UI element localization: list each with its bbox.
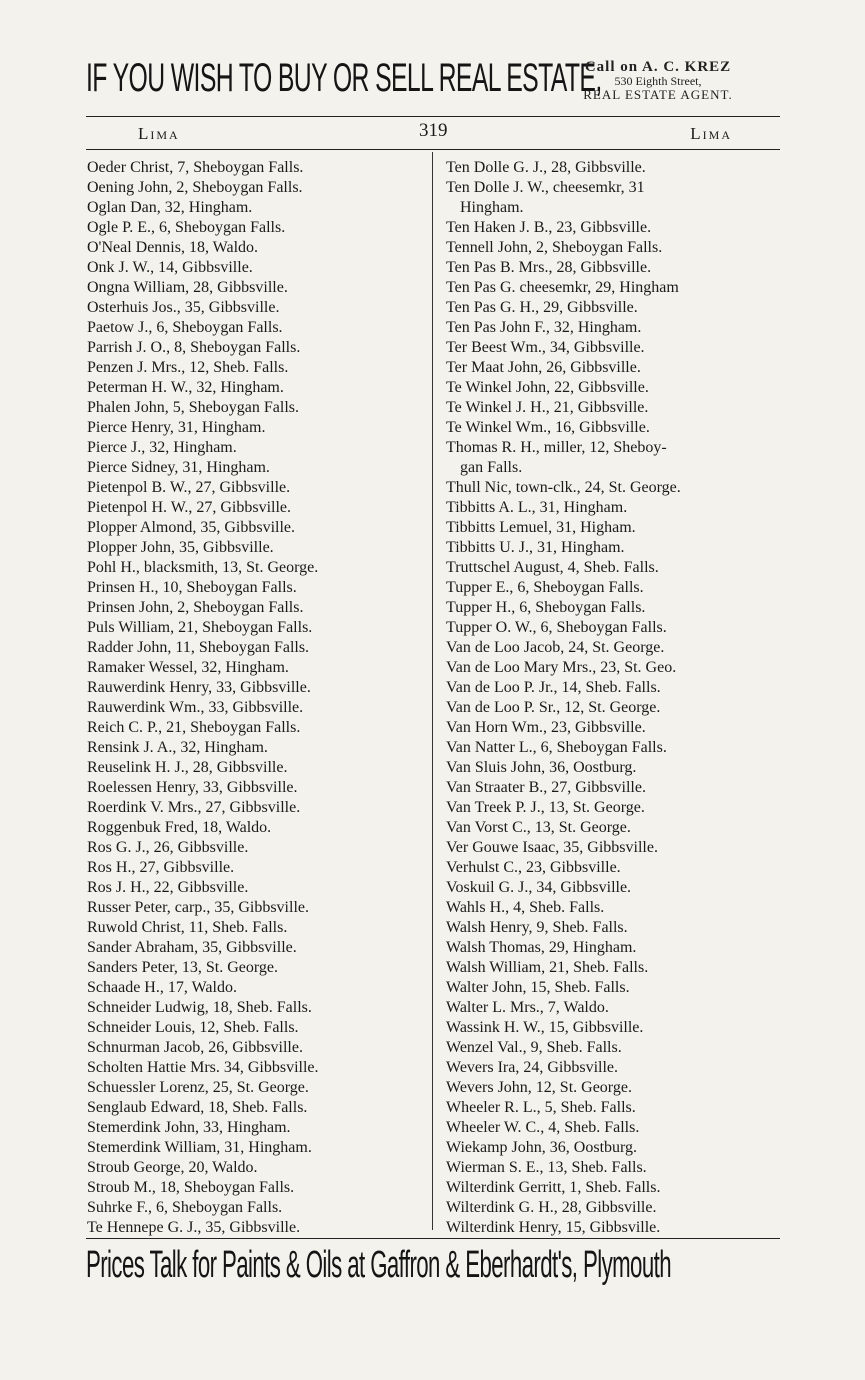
directory-entry: Ten Pas G. H., 29, Gibbsville. [446, 299, 638, 316]
directory-entry: Penzen J. Mrs., 12, Sheb. Falls. [87, 359, 289, 376]
directory-entry: Oeder Christ, 7, Sheboygan Falls. [87, 159, 304, 176]
top-rule [86, 116, 780, 117]
directory-entry: Ramaker Wessel, 32, Hingham. [87, 659, 289, 676]
directory-entry: Russer Peter, carp., 35, Gibbsville. [87, 899, 309, 916]
directory-entry: Te Winkel John, 22, Gibbsville. [446, 379, 649, 396]
directory-entry: Wenzel Val., 9, Sheb. Falls. [446, 1039, 622, 1056]
directory-entry: Tibbitts Lemuel, 31, Higham. [446, 519, 636, 536]
directory-entry: Wevers John, 12, St. George. [446, 1079, 632, 1096]
directory-entry: Stemerdink John, 33, Hingham. [87, 1119, 291, 1136]
directory-entry: Wilterdink Gerritt, 1, Sheb. Falls. [446, 1179, 661, 1196]
running-head-right: Lima [690, 124, 732, 143]
directory-entry: Ongna William, 28, Gibbsville. [87, 279, 288, 296]
directory-entry: Osterhuis Jos., 35, Gibbsville. [87, 299, 280, 316]
running-head [86, 120, 780, 146]
directory-entry: Pietenpol B. W., 27, Gibbsville. [87, 479, 291, 496]
directory-entry: Truttschel August, 4, Sheb. Falls. [446, 559, 659, 576]
directory-entry: Pierce J., 32, Hingham. [87, 439, 237, 456]
directory-entry: Pierce Henry, 31, Hingham. [87, 419, 266, 436]
directory-entry: Wheeler W. C., 4, Sheb. Falls. [446, 1119, 640, 1136]
directory-entry: Van Treek P. J., 13, St. George. [446, 799, 645, 816]
directory-entry: Walter L. Mrs., 7, Waldo. [446, 999, 609, 1016]
directory-entry: Van de Loo Mary Mrs., 23, St. Geo. [446, 659, 677, 676]
directory-entry: Schnurman Jacob, 26, Gibbsville. [87, 1039, 303, 1056]
directory-entry: Walsh William, 21, Sheb. Falls. [446, 959, 649, 976]
directory-entry: Rauwerdink Wm., 33, Gibbsville. [87, 699, 304, 716]
directory-entry: Walsh Henry, 9, Sheb. Falls. [446, 919, 628, 936]
directory-entry: Suhrke F., 6, Sheboygan Falls. [87, 1199, 283, 1216]
directory-entry: Ten Pas B. Mrs., 28, Gibbsville. [446, 259, 652, 276]
directory-entry: Plopper John, 35, Gibbsville. [87, 539, 274, 556]
directory-entry: Voskuil G. J., 34, Gibbsville. [446, 879, 632, 896]
directory-entry: Reich C. P., 21, Sheboygan Falls. [87, 719, 301, 736]
directory-entry: Ter Beest Wm., 34, Gibbsville. [446, 339, 645, 356]
directory-entry: Wheeler R. L., 5, Sheb. Falls. [446, 1099, 636, 1116]
paints-oils-banner: Prices Talk for Paints & Oils at Gaffron & Eberhardt's, Plymouth [86, 1244, 671, 1286]
directory-entry: Wilterdink G. H., 28, Gibbsville. [446, 1199, 657, 1216]
directory-entry: Wahls H., 4, Sheb. Falls. [446, 899, 605, 916]
directory-entry: Schneider Ludwig, 18, Sheb. Falls. [87, 999, 312, 1016]
directory-entry: Wilterdink Henry, 15, Gibbsville. [446, 1219, 661, 1236]
agent-address: 530 Eighth Street, [614, 74, 702, 88]
directory-entry: Radder John, 11, Sheboygan Falls. [87, 639, 310, 656]
directory-entry: Stroub M., 18, Sheboygan Falls. [87, 1179, 295, 1196]
top-advertisement [86, 52, 786, 112]
directory-entry: Te Winkel Wm., 16, Gibbsville. [446, 419, 650, 436]
directory-entry: Ten Pas John F., 32, Hingham. [446, 319, 642, 336]
directory-entry: Pohl H., blacksmith, 13, St. George. [87, 559, 319, 576]
directory-entry: Van Natter L., 6, Sheboygan Falls. [446, 739, 667, 756]
agent-name: Call on A. C. KREZ [584, 59, 732, 75]
directory-entry: Ros J. H., 22, Gibbsville. [87, 879, 249, 896]
directory-entry: Roggenbuk Fred, 18, Waldo. [87, 819, 272, 836]
directory-entry: Verhulst C., 23, Gibbsville. [446, 859, 621, 876]
directory-entry: Ros G. J., 26, Gibbsville. [87, 839, 249, 856]
directory-entry: Ten Dolle G. J., 28, Gibbsville. [446, 159, 646, 176]
head-rule [86, 149, 780, 150]
directory-entry: Van de Loo P. Sr., 12, St. George. [446, 699, 661, 716]
directory-entry: Schaade H., 17, Waldo. [87, 979, 237, 996]
directory-entry: Tupper H., 6, Sheboygan Falls. [446, 599, 646, 616]
directory-entry: Tibbitts U. J., 31, Hingham. [446, 539, 625, 556]
directory-entry: Wassink H. W., 15, Gibbsville. [446, 1019, 644, 1036]
directory-entry: Puls William, 21, Sheboygan Falls. [87, 619, 313, 636]
directory-entry: Roerdink V. Mrs., 27, Gibbsville. [87, 799, 301, 816]
directory-entry: Plopper Almond, 35, Gibbsville. [87, 519, 295, 536]
directory-entry: Ros H., 27, Gibbsville. [87, 859, 235, 876]
directory-entry: Ruwold Christ, 11, Sheb. Falls. [87, 919, 288, 936]
directory-entry: Tennell John, 2, Sheboygan Falls. [446, 239, 663, 256]
directory-entry: Ten Pas G. cheesemkr, 29, Hingham [446, 279, 679, 296]
directory-entry: Onk J. W., 14, Gibbsville. [87, 259, 253, 276]
directory-entry: Van Vorst C., 13, St. George. [446, 819, 631, 836]
directory-entry: Schneider Louis, 12, Sheb. Falls. [87, 1019, 299, 1036]
directory-entry: Ter Maat John, 26, Gibbsville. [446, 359, 641, 376]
directory-entry: Walter John, 15, Sheb. Falls. [446, 979, 630, 996]
directory-entry: Tibbitts A. L., 31, Hingham. [446, 499, 628, 516]
directory-entry: Wierman S. E., 13, Sheb. Falls. [446, 1159, 647, 1176]
right-column [446, 158, 781, 1238]
directory-entry: Ogle P. E., 6, Sheboygan Falls. [87, 219, 286, 236]
directory-entry: Oglan Dan, 32, Hingham. [87, 199, 253, 216]
directory-entry: Schuessler Lorenz, 25, St. George. [87, 1079, 309, 1096]
agent-title: REAL ESTATE AGENT. [583, 87, 733, 102]
directory-entry: Ten Haken J. B., 23, Gibbsville. [446, 219, 652, 236]
directory-entry: Prinsen H., 10, Sheboygan Falls. [87, 579, 297, 596]
directory-entry: Walsh Thomas, 29, Hingham. [446, 939, 637, 956]
directory-entry: Te Hennepe G. J., 35, Gibbsville. [87, 1219, 301, 1236]
bottom-advertisement [86, 1240, 786, 1300]
directory-entry: Te Winkel J. H., 21, Gibbsville. [446, 399, 649, 416]
directory-entry: Van Horn Wm., 23, Gibbsville. [446, 719, 646, 736]
directory-entry: Thomas R. H., miller, 12, Sheboy- [446, 439, 667, 456]
directory-entry: Hingham. [460, 199, 524, 216]
directory-entry: Van Sluis John, 36, Oostburg. [446, 759, 637, 776]
directory-entry: Pietenpol H. W., 27, Gibbsville. [87, 499, 291, 516]
directory-entry: O'Neal Dennis, 18, Waldo. [87, 239, 259, 256]
directory-entry: Stemerdink William, 31, Hingham. [87, 1139, 312, 1156]
directory-entry: Sander Abraham, 35, Gibbsville. [87, 939, 297, 956]
directory-entry: Peterman H. W., 32, Hingham. [87, 379, 284, 396]
real-estate-banner: IF YOU WISH TO BUY OR SELL REAL ESTATE, [86, 56, 602, 100]
directory-entry: Pierce Sidney, 31, Hingham. [87, 459, 270, 476]
directory-entry: Stroub George, 20, Waldo. [87, 1159, 258, 1176]
directory-entry: Wiekamp John, 36, Oostburg. [446, 1139, 638, 1156]
directory-entry: Van Straater B., 27, Gibbsville. [446, 779, 646, 796]
directory-entry: gan Falls. [460, 459, 523, 476]
directory-entry: Prinsen John, 2, Sheboygan Falls. [87, 599, 304, 616]
directory-entry: Senglaub Edward, 18, Sheb. Falls. [87, 1099, 308, 1116]
directory-entry: Paetow J., 6, Sheboygan Falls. [87, 319, 283, 336]
directory-entry: Van de Loo P. Jr., 14, Sheb. Falls. [446, 679, 661, 696]
directory-entry: Phalen John, 5, Sheboygan Falls. [87, 399, 299, 416]
directory-entry: Oening John, 2, Sheboygan Falls. [87, 179, 303, 196]
page-number: 319 [419, 120, 448, 141]
agent-block [538, 60, 778, 102]
directory-entry: Van de Loo Jacob, 24, St. George. [446, 639, 665, 656]
bottom-rule [86, 1238, 780, 1239]
directory-entry: Ten Dolle J. W., cheesemkr, 31 [446, 179, 645, 196]
running-head-left: Lima [138, 124, 180, 143]
directory-entry: Roelessen Henry, 33, Gibbsville. [87, 779, 298, 796]
directory-entry: Tupper O. W., 6, Sheboygan Falls. [446, 619, 667, 636]
directory-entry: Sanders Peter, 13, St. George. [87, 959, 279, 976]
directory-entry: Wevers Ira, 24, Gibbsville. [446, 1059, 618, 1076]
left-column [87, 158, 427, 1238]
directory-entry: Rensink J. A., 32, Hingham. [87, 739, 268, 756]
directory-entry: Ver Gouwe Isaac, 35, Gibbsville. [446, 839, 658, 856]
directory-entry: Reuselink H. J., 28, Gibbsville. [87, 759, 288, 776]
column-divider [432, 152, 433, 1230]
directory-entry: Tupper E., 6, Sheboygan Falls. [446, 579, 644, 596]
directory-entry: Rauwerdink Henry, 33, Gibbsville. [87, 679, 311, 696]
directory-entry: Thull Nic, town-clk., 24, St. George. [446, 479, 681, 496]
directory-entry: Scholten Hattie Mrs. 34, Gibbsville. [87, 1059, 319, 1076]
directory-entry: Parrish J. O., 8, Sheboygan Falls. [87, 339, 301, 356]
